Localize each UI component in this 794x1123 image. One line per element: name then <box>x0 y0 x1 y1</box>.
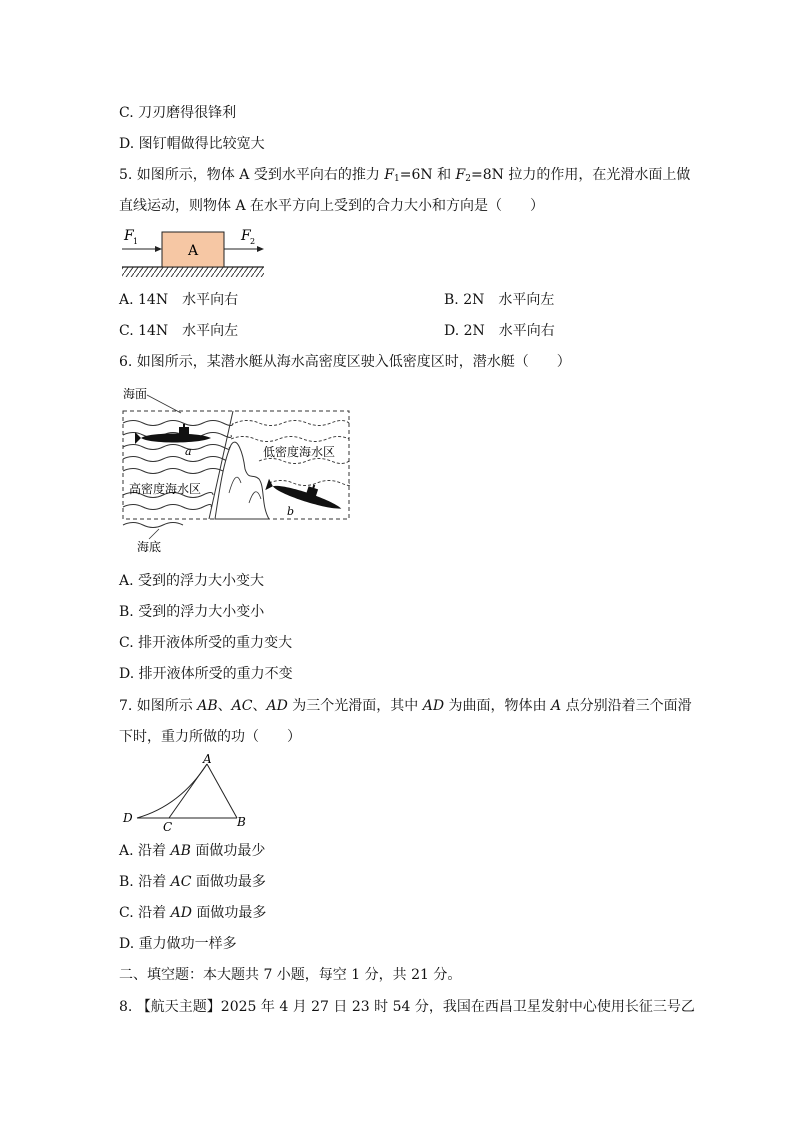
q5-option-b: B. 2N 水平向左 <box>444 292 555 308</box>
q6-submarine-diagram <box>119 383 359 558</box>
high-density-label: 高密度海水区 <box>129 482 202 496</box>
sea-floor-waves <box>123 523 183 528</box>
block-a-label: A <box>187 243 199 259</box>
q7-incline-diagram <box>119 752 259 837</box>
f2-arrowhead <box>257 246 264 252</box>
q6-option-c: C. 排开液体所受的重力变大 <box>119 635 293 651</box>
q5-option-a: A. 14N 水平向右 <box>119 292 239 308</box>
q5-force-diagram <box>119 224 269 284</box>
point-c-label: C <box>163 820 173 834</box>
submarine-b <box>265 471 345 514</box>
q5-option-d: D. 2N 水平向右 <box>444 323 555 339</box>
q4-option-c: C. 刀刃磨得很锋利 <box>119 105 237 121</box>
sea-surface-label: 海面 <box>123 387 148 401</box>
q8-stem: 8. 【航天主题】2025 年 4 月 27 日 23 时 54 分，我国在西昌卫星发射中心使用长征三号乙 <box>119 999 695 1015</box>
q5-stem-line1: 5. 如图所示，物体 A 受到水平向右的推力 $F_1=6N$ 和 $F_2=8N$ 拉力的作用，在光滑水面上做 <box>119 167 691 184</box>
sea-surface-leader <box>147 395 181 413</box>
submarine-b-label: b <box>287 505 295 518</box>
q7-option-b: B. 沿着 AC 面做功最多 <box>119 874 266 890</box>
q5-stem-line2: 直线运动，则物体 A 在水平方向上受到的合力大小和方向是（ ） <box>119 198 545 214</box>
q7-option-d: D. 重力做功一样多 <box>119 936 237 952</box>
q6-option-b: B. 受到的浮力大小变小 <box>119 604 265 620</box>
sea-floor-label: 海底 <box>137 540 162 554</box>
line-ab <box>207 764 237 818</box>
point-d-label: D <box>123 811 133 825</box>
point-a-label: A <box>203 752 212 766</box>
f1-arrowhead <box>155 246 162 252</box>
submarine-a <box>135 424 211 444</box>
sea-floor-leader <box>149 529 159 539</box>
f2-sub: 2 <box>250 237 256 246</box>
q6-option-d: D. 排开液体所受的重力不变 <box>119 666 293 682</box>
q4-option-d: D. 图钉帽做得比较宽大 <box>119 136 265 152</box>
q6-stem: 6. 如图所示，某潜水艇从海水高密度区驶入低密度区时，潜水艇（ ） <box>119 354 571 370</box>
f1-label: F <box>124 228 134 244</box>
q7-stem-line1: 7. 如图所示 AB、AC、AD 为三个光滑面，其中 AD 为曲面，物体由 A 点分别沿着三个面滑 <box>119 698 692 714</box>
submarine-a-label: a <box>185 445 192 458</box>
point-b-label: B <box>237 815 246 829</box>
q5-option-c: C. 14N 水平向左 <box>119 323 239 339</box>
ground-hatch <box>122 267 264 277</box>
q7-stem-line2: 下时，重力所做的功（ ） <box>119 729 301 745</box>
f1-sub: 1 <box>133 237 139 246</box>
q7-option-c: C. 沿着 AD 面做功最多 <box>119 905 267 921</box>
section2-title: 二、填空题：本大题共 7 小题，每空 1 分，共 21 分。 <box>119 967 462 983</box>
q6-option-a: A. 受到的浮力大小变大 <box>119 573 265 589</box>
curve-ad <box>137 764 207 818</box>
f2-label: F <box>241 228 251 244</box>
low-density-label: 低密度海水区 <box>263 445 336 459</box>
q7-option-a: A. 沿着 AB 面做功最少 <box>119 843 266 859</box>
